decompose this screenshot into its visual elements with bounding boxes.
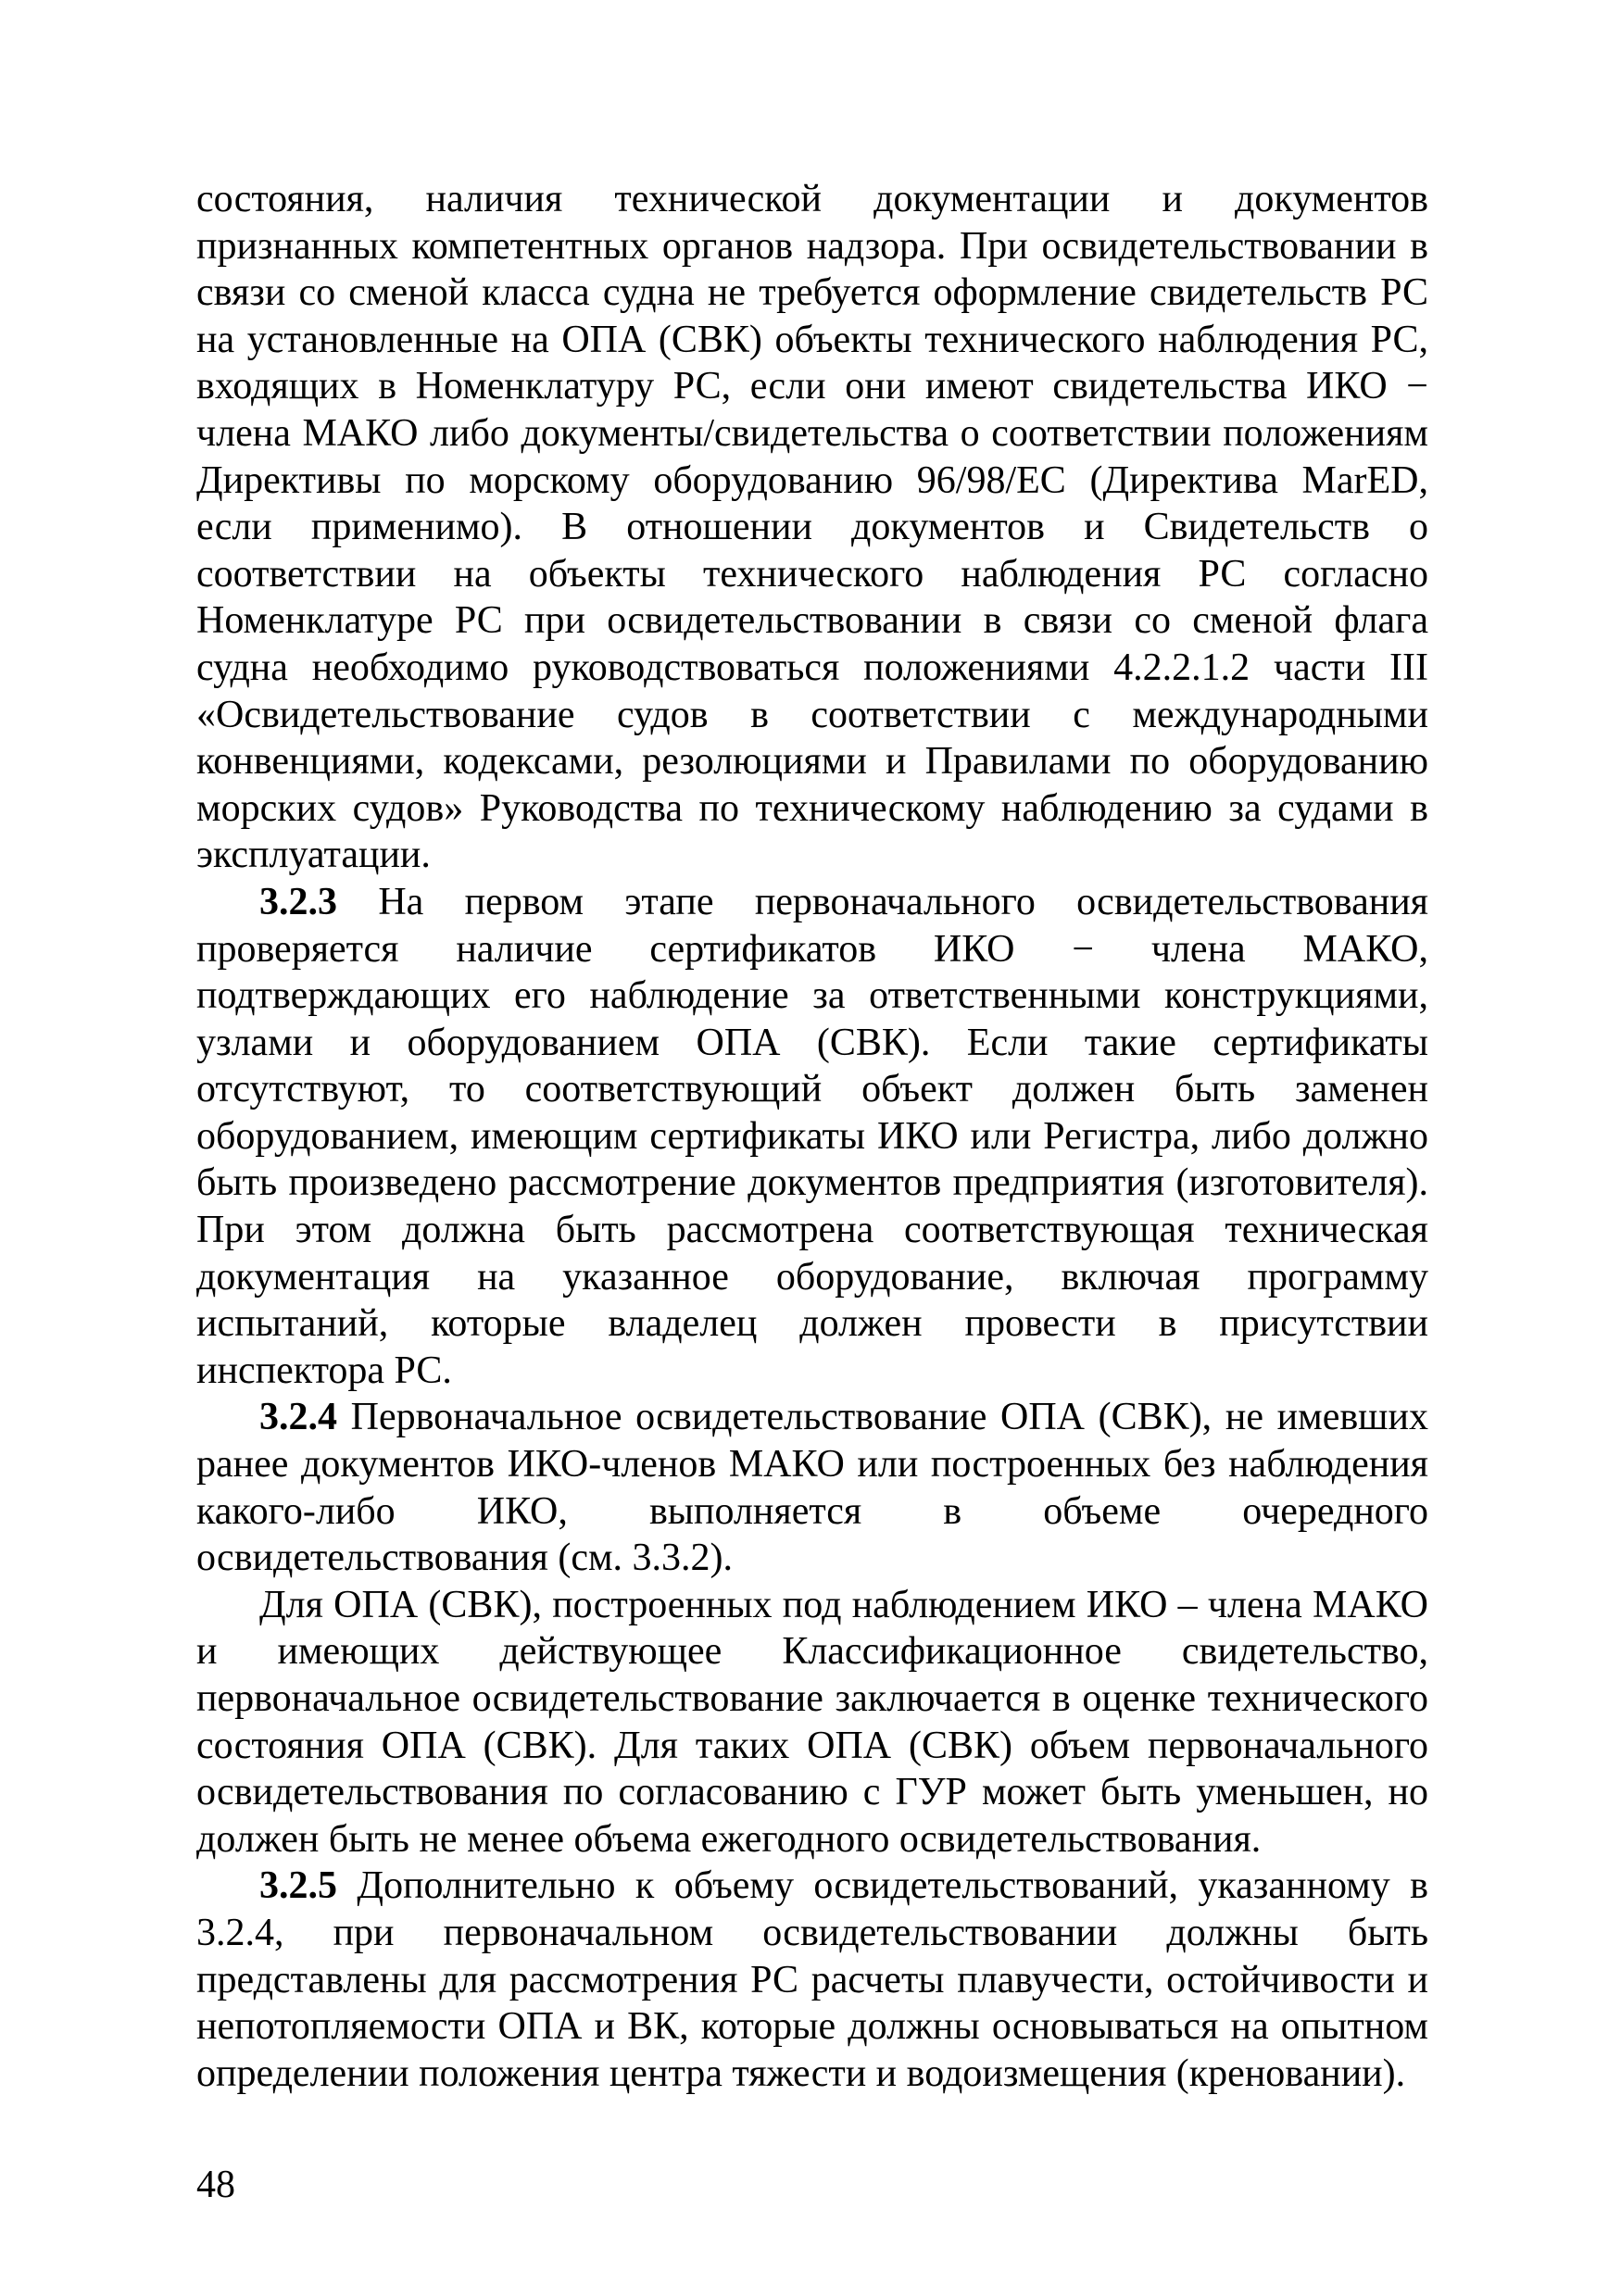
- paragraph-text: состояния, наличия технической документации и документов признанных компетентных органов надзора. При освидетельствовании в связи со сменой класса судна не требуется оформление свидетельств РС на установленные на ОПА (СВК) объекты технического наблюдения РС, входящих в Номенклатуру РС, если они имеют свидетельства ИКО − члена МАКО либо документы/свидетельства о соответствии положениям Директивы по морскому оборудованию 96/98/ЕС (Директива MarED, если применимо). В отношении документов и Свидетельств о соответствии на объекты технического наблюдения РС согласно Номенклатуре РС при освидетельствовании в связи со сменой флага судна необходимо руководствоваться положениями 4.2.2.1.2 части III «Освидетельствование судов в соответствии с международными конвенциями, кодексами, резолюциями и Правилами по оборудованию морских судов» Руководства по техническому наблюдению за судами в эксплуатации.: [196, 178, 1428, 877]
- clause-number: 3.2.5: [259, 1864, 337, 1908]
- paragraph-mako: [196, 1582, 1428, 1863]
- clause-number: 3.2.3: [259, 880, 337, 923]
- paragraph-text: Дополнительно к объему освидетельствований, указанному в 3.2.4, при первоначальном освидетельствовании должны быть представлены для рассмотрения РС расчеты плавучести, остойчивости и непотопляемости ОПА и ВК, которые должны основываться на опытном определении положения центра тяжести и водоизмещения (креновании).: [196, 1864, 1428, 2095]
- paragraph-continuation: [196, 176, 1428, 879]
- paragraph-3-2-3: [196, 879, 1428, 1395]
- paragraph-text: Для ОПА (СВК), построенных под наблюдением ИКО – члена МАКО и имеющих действующее Классификационное свидетельство, первоначальное освидетельствование заключается в оценке технического состояния ОПА (СВК). Для таких ОПА (СВК) объем первоначального освидетельствования по согласованию с ГУР может быть уменьшен, но должен быть не менее объема ежегодного освидетельствования.: [196, 1583, 1428, 1861]
- page-number: 48: [196, 2164, 235, 2206]
- paragraph-text: На первом этапе первоначального освидетельствования проверяется наличие сертификатов ИКО − члена МАКО, подтверждающих его наблюдение за ответственными конструкциями, узлами и оборудованием ОПА (СВК). Если такие сертификаты отсутствуют, то соответствующий объект должен быть заменен оборудованием, имеющим сертификаты ИКО или Регистра, либо должно быть произведено рассмотрение документов предприятия (изготовителя). При этом должна быть рассмотрена соответствующая техническая документация на указанное оборудование, включая программу испытаний, которые владелец должен провести в присутствии инспектора РС.: [196, 880, 1428, 1392]
- paragraph-3-2-4: [196, 1394, 1428, 1581]
- paragraph-3-2-5: [196, 1863, 1428, 2097]
- paragraph-text: Первоначальное освидетельствование ОПА (СВК), не имевших ранее документов ИКО-членов МАКО или построенных без наблюдения какого-либо ИКО, выполняется в объеме очередного освидетельствования (см. 3.3.2).: [196, 1396, 1428, 1580]
- clause-number: 3.2.4: [259, 1396, 337, 1439]
- body-text: [196, 176, 1428, 2097]
